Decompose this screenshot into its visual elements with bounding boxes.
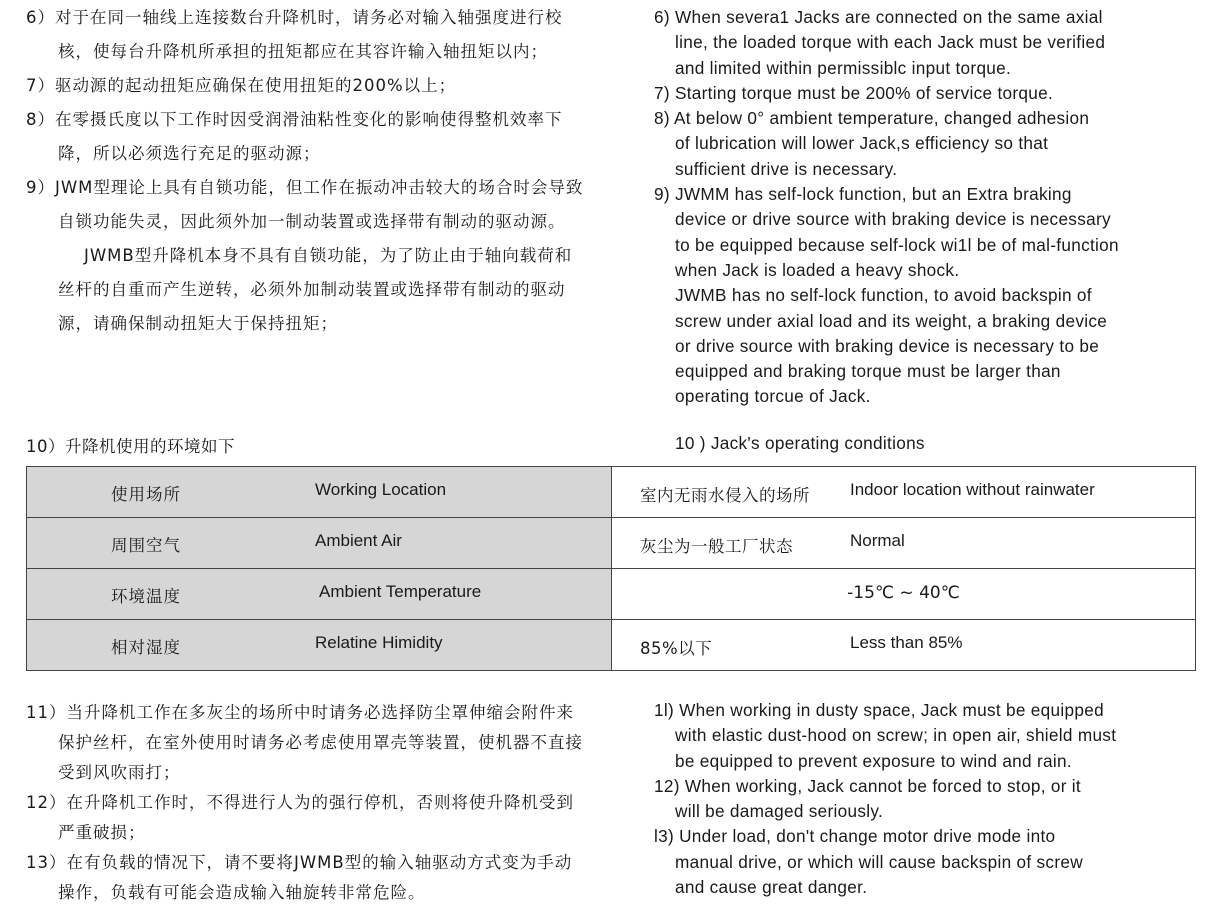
row-label-en: Working Location xyxy=(315,480,447,499)
zh-conditions-heading: 10）升降机使用的环境如下 xyxy=(26,437,235,456)
en-item-8-line: of lubrication will lower Jack,s efficiency so that xyxy=(675,133,1049,154)
table-row xyxy=(27,467,1196,518)
zh-item-6: 6）对于在同一轴线上连接数台升降机时，请务必对输入轴强度进行校核，使每台升降机所承担的扭矩都应在其容许输入轴扭矩以内； xyxy=(26,8,563,61)
en-item-13-line: and cause great danger. xyxy=(675,877,868,898)
row-label-zh: 相对湿度 xyxy=(111,638,181,657)
row-label-en: Ambient Air xyxy=(315,531,402,550)
en-item-11-line: with elastic dust-hood on screw; in open air, shield must xyxy=(675,725,1117,746)
conditions-table xyxy=(26,466,1196,671)
row-label-zh: 使用场所 xyxy=(111,485,181,504)
table-row xyxy=(27,518,1196,569)
table-row xyxy=(27,620,1196,671)
row-value-zh: 85%以下 xyxy=(640,639,713,658)
row-label-zh: 环境温度 xyxy=(111,587,181,606)
row-value-zh: 室内无雨水侵入的场所 xyxy=(640,486,810,505)
en-item-8-line: sufficient drive is necessary. xyxy=(675,158,898,179)
row-value-en: Less than 85% xyxy=(850,633,963,652)
row-label-en: Ambient Temperature xyxy=(319,582,482,601)
zh-item-7: 7）驱动源的起动扭矩应确保在使用扭矩的200%以上； xyxy=(26,76,457,95)
en-item-9-line: to be equipped because self-lock wi1l be of mal-function xyxy=(675,234,1119,255)
en-item-8-line: 8) At below 0° ambient temperature, changed adhesion xyxy=(654,108,1090,129)
zh-item-9-jwmb: JWMB型升降机本身不具有自锁功能，为了防止由于轴向载荷和丝杆的自重而产生逆转，必须外加制动装置或选择带有制动的驱动源，请确保制动扭矩大于保持扭矩； xyxy=(58,246,573,333)
row-value-en: Indoor location without rainwater xyxy=(850,480,1095,499)
row-value: -15℃ ~ 40℃ xyxy=(847,583,960,603)
zh-item-11: 11）当升降机工作在多灰尘的场所中时请务必选择防尘罩伸缩会附件来保护丝杆，在室外使用时请务必考虑使用罩壳等装置，使机器不直接受到风吹雨打； xyxy=(26,703,583,782)
zh-item-8: 8）在零摄氏度以下工作时因受润滑油粘性变化的影响使得整机效率下降，所以必须选行充足的驱动源； xyxy=(26,110,563,163)
en-item-9-line: device or drive source with braking device is necessary xyxy=(675,209,1111,230)
en-bottom-text xyxy=(654,698,1204,900)
table-row xyxy=(27,569,1196,620)
row-label-en: Relatine Himidity xyxy=(315,633,443,652)
en-item-9-line: 9) JWMM has self-lock function, but an Extra braking xyxy=(654,184,1072,205)
en-item-6-line: 6) When severa1 Jacks are connected on the same axial xyxy=(654,7,1103,27)
zh-top-text xyxy=(26,1,586,341)
row-value-en: Normal xyxy=(850,531,905,550)
en-item-6-line: and limited within permissiblc input torque. xyxy=(675,57,1012,78)
en-item-6-line: line, the loaded torque with each Jack must be verified xyxy=(675,32,1106,53)
en-top-text xyxy=(654,5,1204,410)
en-item-13-line: manual drive, or which will cause backspin of screw xyxy=(675,851,1083,872)
en-item-9-line: screw under axial load and its weight, a braking device xyxy=(675,310,1108,331)
en-item-9-line: when Jack is loaded a heavy shock. xyxy=(675,259,960,280)
en-item-13-line: l3) Under load, don't change motor drive mode into xyxy=(654,826,1056,847)
en-item-7-line: 7) Starting torque must be 200% of service torque. xyxy=(654,82,1054,103)
en-item-9-line: equipped and braking torque must be larger than xyxy=(675,361,1061,382)
zh-bottom-text xyxy=(26,698,586,908)
en-item-9-line: JWMB has no self-lock function, to avoid backspin of xyxy=(675,285,1092,306)
en-item-12-line: 12) When working, Jack cannot be forced to stop, or it xyxy=(654,775,1081,796)
en-item-11-line: be equipped to prevent exposure to wind and rain. xyxy=(675,750,1072,771)
row-value-zh: 灰尘为一般工厂状态 xyxy=(640,537,793,556)
en-item-9-line: operating torcue of Jack. xyxy=(675,386,871,407)
en-conditions-heading: 10 ) Jack's operating conditions xyxy=(675,433,925,453)
zh-item-9: 9）JWM型理论上具有自锁功能，但工作在振动冲击较大的场合时会导致自锁功能失灵，因此须外加一制动装置或选择带有制动的驱动源。 xyxy=(26,178,584,231)
en-item-12-line: will be damaged seriously. xyxy=(675,801,884,822)
en-item-9-line: or drive source with braking device is necessary to be xyxy=(675,335,1100,356)
en-item-11-line: 1l) When working in dusty space, Jack must be equipped xyxy=(654,700,1104,720)
row-label-zh: 周围空气 xyxy=(111,536,181,555)
zh-item-13: 13）在有负载的情况下，请不要将JWMB型的输入轴驱动方式变为手动操作，负载有可能会造成输入轴旋转非常危险。 xyxy=(26,853,573,902)
zh-item-12: 12）在升降机工作时，不得进行人为的强行停机，否则将使升降机受到严重破损； xyxy=(26,793,574,842)
